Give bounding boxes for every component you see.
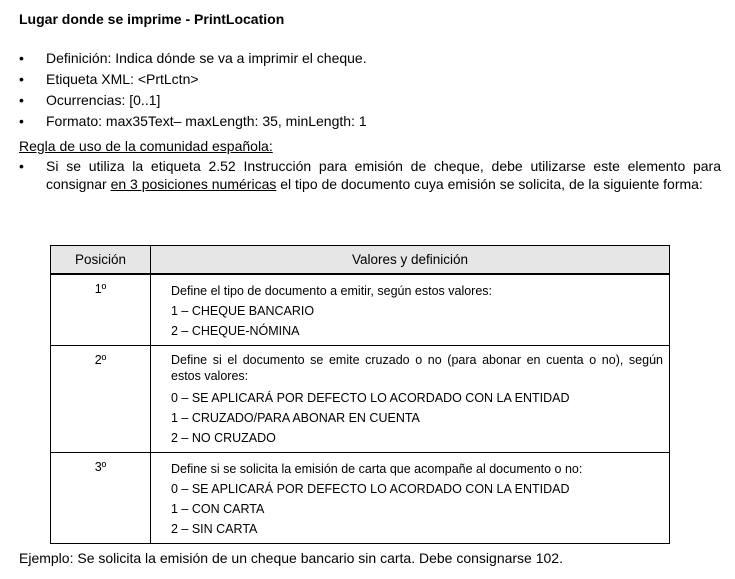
bullet-icon: • bbox=[19, 158, 24, 174]
value-line: 2 – CHEQUE-NÓMINA bbox=[171, 324, 300, 338]
table-row bbox=[51, 274, 670, 346]
position-cell: 1º bbox=[51, 274, 151, 346]
value-line: Define si se solicita la emisión de carta que acompañe al documento o no: bbox=[171, 462, 583, 476]
values-cell bbox=[151, 346, 670, 453]
value-line: 1 – CON CARTA bbox=[171, 502, 265, 516]
position-cell: 3º bbox=[51, 453, 151, 544]
value-line: 1 – CHEQUE BANCARIO bbox=[171, 304, 315, 318]
example-text: Ejemplo: Se solicita la emisión de un cheque bancario sin carta. Debe consignarse 102. bbox=[19, 550, 563, 566]
header-position: Posición bbox=[51, 246, 151, 275]
value-line: 2 – NO CRUZADO bbox=[171, 431, 276, 445]
definition-item: • Definición: Indica dónde se va a imprimir el cheque. bbox=[19, 48, 367, 69]
value-line: 2 – SIN CARTA bbox=[171, 522, 258, 536]
value-line: 1 – CRUZADO/PARA ABONAR EN CUENTA bbox=[171, 411, 420, 425]
positions-table bbox=[50, 245, 670, 544]
xml-tag-item: • Etiqueta XML: <PrtLctn> bbox=[19, 69, 367, 90]
value-line: 0 – SE APLICARÁ POR DEFECTO LO ACORDADO CON LA ENTIDAD bbox=[171, 482, 570, 496]
table-row bbox=[51, 453, 670, 544]
rule-text bbox=[46, 157, 721, 193]
rule-text-before: Si se utiliza la etiqueta 2.52 Instrucción para emisión de cheque, debe utilizarse este elemento para consignar bbox=[46, 158, 721, 192]
section-title: Lugar donde se imprime - PrintLocation bbox=[19, 11, 285, 27]
value-line: Define el tipo de documento a emitir, según estos valores: bbox=[171, 284, 493, 298]
values-cell bbox=[151, 274, 670, 346]
position-cell: 2º bbox=[51, 346, 151, 453]
header-values: Valores y definición bbox=[151, 246, 670, 275]
rule-text-after: el tipo de documento cuya emisión se solicita, de la siguiente forma: bbox=[276, 176, 703, 192]
format-item: • Formato: max35Text– maxLength: 35, minLength: 1 bbox=[19, 111, 367, 132]
rule-item bbox=[19, 157, 721, 193]
rule-text-underlined: en 3 posiciones numéricas bbox=[110, 176, 277, 192]
definition-list bbox=[19, 48, 367, 132]
rule-heading: Regla de uso de la comunidad española: bbox=[19, 138, 273, 154]
table-header-row bbox=[51, 246, 670, 275]
table-row bbox=[51, 346, 670, 453]
value-line: Define si el documento se emite cruzado o no (para abonar en cuenta o no), según estos valores: bbox=[171, 353, 663, 383]
occurrences-item: • Ocurrencias: [0..1] bbox=[19, 90, 367, 111]
value-line: 0 – SE APLICARÁ POR DEFECTO LO ACORDADO CON LA ENTIDAD bbox=[171, 391, 570, 405]
values-cell bbox=[151, 453, 670, 544]
